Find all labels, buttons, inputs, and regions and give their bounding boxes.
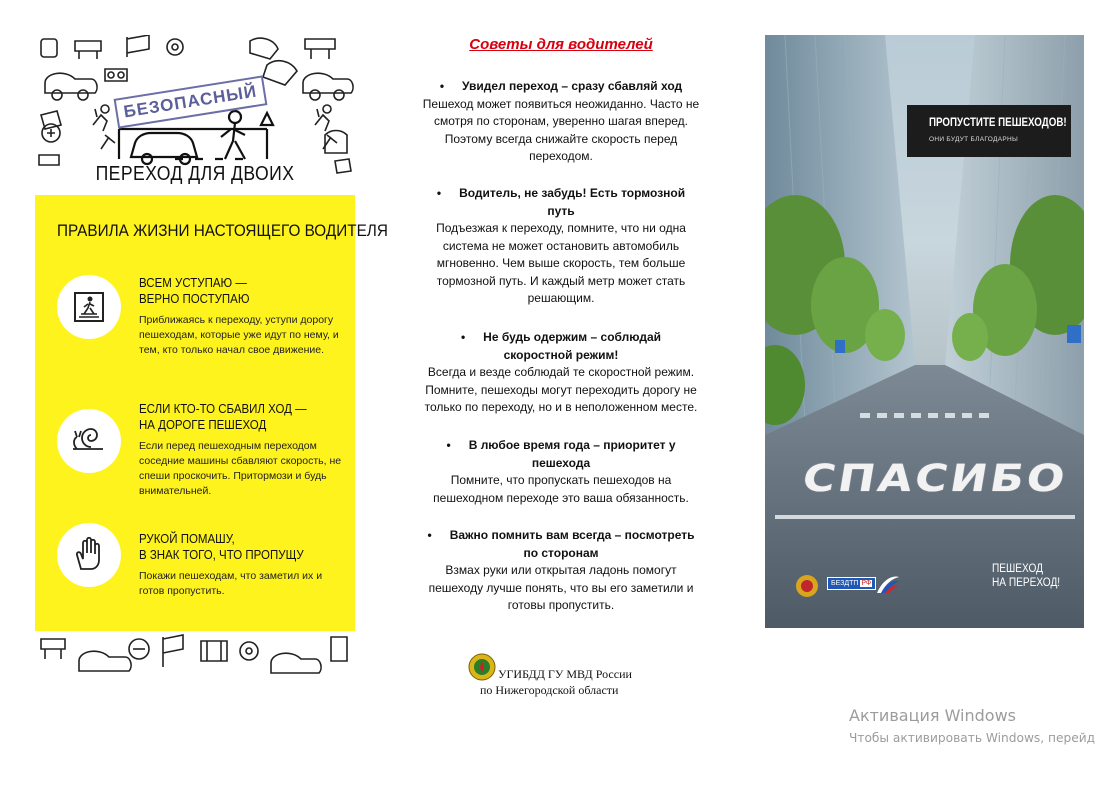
bullet-icon: • [427,528,432,542]
doodle-illustration-top [35,35,355,195]
bezdtp-logo-text: БЕЗДТП [831,580,859,587]
bullet-icon: • [439,79,445,93]
agency-name: УГИБДД ГУ МВД России [498,667,632,681]
tip-body-line: тормозной путь. И каждый метр может стать [436,273,686,288]
rule-icon-circle [57,409,121,473]
snail-icon [69,421,109,461]
rule-text [139,401,349,499]
poster-image [765,35,1084,628]
rules-title: ПРАВИЛА ЖИЗНИ НАСТОЯЩЕГО ВОДИТЕЛЯ [57,221,388,240]
rule-body: Покажи пешеходам, что заметил их и готов пропустить. [139,570,323,597]
poster-banner [907,105,1071,157]
traffic-police-emblem-icon [795,573,819,599]
agency-region: по Нижегородской области [480,683,619,697]
tip-body-line: только по переходу, но и в неположенном месте. [424,400,698,414]
rules-box [35,195,388,631]
crossing-title: ПЕРЕХОД ДЛЯ ДВОИХ [95,163,295,185]
tip-heading-line: пешехода [531,455,591,470]
tip-heading-line: В любое время года – приоритет у [468,438,676,452]
rule-heading-line2: ВЕРНО ПОСТУПАЮ [139,292,250,306]
tip-heading [398,437,724,455]
poster-slogan-line2: НА ПЕРЕХОД! [992,577,1061,589]
tip-heading [398,527,724,545]
rule-icon-circle [57,275,121,339]
bullet-icon: • [446,438,451,452]
tip-item [398,527,724,615]
poster-banner-subtitle: ОНИ БУДУТ БЛАГОДАРНЫ [929,136,1019,143]
tip-heading [398,78,724,96]
rule-icon-circle [57,523,121,587]
tip-body-line: переходом. [529,149,593,163]
tip-body-line: Подъезжая к переходу, помните, что ни одна [436,221,686,235]
tip-heading-line: по сторонам [523,545,599,560]
rule-text [139,531,349,599]
tip-heading [398,329,724,347]
doodle-illustration-bottom [35,631,355,675]
poster-slogan [992,562,1071,590]
bullet-icon: • [460,330,466,344]
police-emblem-icon [468,652,496,682]
tip-item [398,437,724,507]
tip-item [398,329,724,417]
rule-heading-line1: ЕСЛИ КТО-ТО СБАВИЛ ХОД — [139,402,307,416]
tip-heading-line: Не будь одержим – соблюдай [483,330,662,344]
tip-body-line: Помните, что пропускать пешеходов на [450,473,672,487]
tip-heading-line: Водитель, не забудь! Есть тормозной [459,186,686,200]
tip-body-line: пешеходном переходе это ваша обязанность. [433,490,689,505]
tip-body-line: Пешеход может появиться неожиданно. Часто не [422,96,700,111]
rule-heading-line1: РУКОЙ ПОМАШУ, [139,532,235,546]
tip-heading [398,185,724,203]
rule-heading-line1: ВСЕМ УСТУПАЮ — [139,276,247,290]
left-leaflet-panel [35,35,388,675]
poster-slogan-line1: ПЕШЕХОД [992,563,1043,575]
rule-heading-line2: НА ДОРОГЕ ПЕШЕХОД [139,418,267,432]
poster-banner-title: ПРОПУСТИТЕ ПЕШЕХОДОВ! [929,117,1067,129]
rule-body: Если перед пешеходным переходом соседние машины сбавляют скорость, не спеши проскочить. Притормози и будь внимательней. [139,440,342,497]
flag-swoosh-icon [875,573,901,597]
tip-item [398,78,724,166]
tip-body-line: пешеходу лучше понять, что вы его заметили и [428,580,694,595]
tip-body-line: Поэтому всегда снижайте скорость перед [444,131,678,146]
bezdtp-logo [827,577,876,590]
bezdtp-logo-rf: РФ [861,580,872,587]
rule-body: Приближаясь к переходу, уступи дорогу пешеходам, которые уже идут по нему, и тем, кто только начал свое движение. [139,314,339,356]
doodle-pattern-icon [35,631,355,675]
tips-column [398,36,724,612]
rule-heading-line2: В ЗНАК ТОГО, ЧТО ПРОПУЩУ [139,548,304,562]
tip-heading-line: Увидел переход – сразу сбавляй ход [462,79,683,93]
windows-activation-title: Активация Windows [849,706,1016,725]
tip-heading-line: скоростной режим! [503,347,619,362]
tip-body-line: Взмах руки или открытая ладонь помогут [445,563,677,577]
bullet-icon: • [436,186,442,200]
tip-heading-line: путь [547,203,575,218]
raised-hand-icon [69,535,109,575]
road-thanks-text: СПАСИБО [799,456,1071,501]
windows-activation-subtitle[interactable]: Чтобы активировать Windows, перейд [849,731,1096,745]
tip-body-line: решающим. [527,291,595,305]
tips-title: Советы для водителей [469,36,653,53]
tip-body-line: Помните, пешеходы могут переходить дорогу не [425,382,697,397]
rule-text [139,275,349,358]
crosswalk-sign-icon [69,287,109,327]
tip-body-line: мгновенно. Чем выше скорость, тем больше [436,256,686,270]
safe-stamp: БЕЗОПАСНЫЙ [114,75,268,128]
tip-body-line: смотря по сторонам, уверенно шагая вперед. [433,114,689,128]
tip-item [398,185,724,308]
tip-body-line: готовы пропустить. [507,598,615,612]
tip-body-line: Всегда и везде соблюдай те скоростной режим. [427,365,695,379]
tip-body-line: система не может остановить автомобиль [442,238,680,253]
tip-heading-line: Важно помнить вам всегда – посмотреть [449,528,695,542]
